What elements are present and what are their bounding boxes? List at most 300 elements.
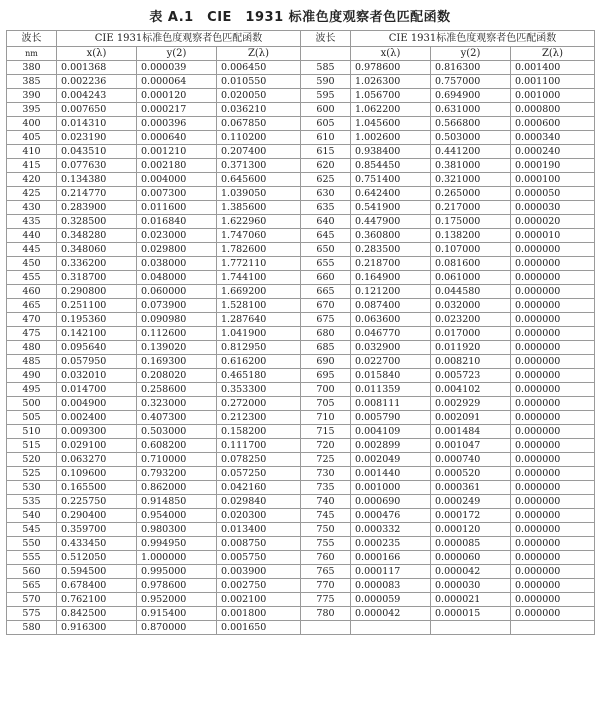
right-wavelength-cell: 665 [301,285,351,299]
right-wavelength-cell: 585 [301,61,351,75]
cmf-table [6,30,595,635]
right-y-value-cell: 0.001047 [431,439,511,453]
right-z-value-cell: 0.000000 [511,411,595,425]
right-y-value-cell: 0.503000 [431,131,511,145]
right-y-value-cell: 0.175000 [431,215,511,229]
right-x-value-cell: 0.000059 [351,593,431,607]
left-wavelength-cell: 420 [7,173,57,187]
right-x-value-cell: 1.002600 [351,131,431,145]
left-y-value-cell: 0.978600 [137,579,217,593]
right-z-value-cell: 0.000340 [511,131,595,145]
right-wavelength-cell: 655 [301,257,351,271]
right-wavelength-cell: 770 [301,579,351,593]
right-y-value-cell: 0.011920 [431,341,511,355]
right-wavelength-cell: 745 [301,509,351,523]
left-x-value-cell: 0.678400 [57,579,137,593]
left-wavelength-cell: 465 [7,299,57,313]
right-y-value-cell: 0.061000 [431,271,511,285]
left-x-value-cell: 0.328500 [57,215,137,229]
right-y-value-cell: 0.107000 [431,243,511,257]
right-x-value-cell: 0.000117 [351,565,431,579]
left-x-value-cell: 0.007650 [57,103,137,117]
right-x-value-cell [351,621,431,635]
left-wavelength-cell: 440 [7,229,57,243]
table-row [7,299,595,313]
right-x-value-cell: 0.004109 [351,425,431,439]
left-y-value-cell: 0.090980 [137,313,217,327]
left-z-value-cell: 0.029840 [217,495,301,509]
left-x-value-cell: 0.225750 [57,495,137,509]
right-z-value-cell: 0.000020 [511,215,595,229]
left-x-value-cell: 0.057950 [57,355,137,369]
left-z-value-cell: 0.006450 [217,61,301,75]
right-wavelength-cell: 590 [301,75,351,89]
right-x-value-cell: 0.642400 [351,187,431,201]
right-y-value-cell: 0.044580 [431,285,511,299]
header-row-2 [7,47,595,61]
left-wavelength-cell: 525 [7,467,57,481]
left-x-value-cell: 0.916300 [57,621,137,635]
left-wavelength-cell: 515 [7,439,57,453]
right-x-value-cell: 0.000332 [351,523,431,537]
left-wavelength-cell: 425 [7,187,57,201]
right-wavelength-cell: 700 [301,383,351,397]
right-x-value-cell: 0.541900 [351,201,431,215]
table-row [7,411,595,425]
right-z-value-cell: 0.000050 [511,187,595,201]
left-z-value-cell: 0.001800 [217,607,301,621]
wavelength-header-right: 波长 [301,31,351,47]
right-y-value-cell: 0.000361 [431,481,511,495]
left-z-value-cell: 0.212300 [217,411,301,425]
right-y-value-cell: 0.217000 [431,201,511,215]
right-z-value-cell: 0.000000 [511,537,595,551]
left-z-value-cell: 0.465180 [217,369,301,383]
left-wavelength-cell: 555 [7,551,57,565]
left-y-value-cell: 0.038000 [137,257,217,271]
right-z-value-cell: 0.000000 [511,243,595,257]
left-x-value-cell: 0.348280 [57,229,137,243]
left-x-value-cell: 0.290400 [57,509,137,523]
left-wavelength-cell: 485 [7,355,57,369]
right-wavelength-cell: 650 [301,243,351,257]
right-x-value-cell: 0.002899 [351,439,431,453]
left-z-value-cell: 0.158200 [217,425,301,439]
left-z-value-cell: 0.645600 [217,173,301,187]
left-y-value-cell: 0.002180 [137,159,217,173]
right-z-value-cell: 0.000000 [511,523,595,537]
left-z-value-cell: 1.744100 [217,271,301,285]
right-z-value-cell [511,621,595,635]
right-y-value-cell: 0.001484 [431,425,511,439]
left-wavelength-cell: 405 [7,131,57,145]
right-y-value-cell [431,621,511,635]
left-x-value-cell: 0.842500 [57,607,137,621]
left-x-value-cell: 0.004900 [57,397,137,411]
left-z-value-cell: 0.353300 [217,383,301,397]
left-y-value-cell: 0.000039 [137,61,217,75]
left-x-value-cell: 0.009300 [57,425,137,439]
table-row [7,383,595,397]
right-z-value-cell: 0.001100 [511,75,595,89]
table-row [7,439,595,453]
left-y-value-cell: 0.000064 [137,75,217,89]
right-x-value-cell: 0.121200 [351,285,431,299]
right-y-value-cell: 0.002929 [431,397,511,411]
right-x-value-cell: 1.026300 [351,75,431,89]
left-x-value-cell: 0.063270 [57,453,137,467]
right-y-value-cell: 0.321000 [431,173,511,187]
right-y-value-cell: 0.000085 [431,537,511,551]
right-z-value-cell: 0.000800 [511,103,595,117]
table-row [7,565,595,579]
right-y-value-cell: 0.000120 [431,523,511,537]
left-wavelength-cell: 460 [7,285,57,299]
left-z-value-cell: 0.042160 [217,481,301,495]
right-z-value-cell: 0.000190 [511,159,595,173]
left-y-value-cell: 0.048000 [137,271,217,285]
right-y-value-cell: 0.381000 [431,159,511,173]
right-x-value-cell: 0.022700 [351,355,431,369]
left-y-value-cell: 0.995000 [137,565,217,579]
left-x-value-cell: 0.214770 [57,187,137,201]
left-z-value-cell: 0.020050 [217,89,301,103]
right-x-value-cell: 0.011359 [351,383,431,397]
right-y-value-cell: 0.631000 [431,103,511,117]
left-y-value-cell: 0.980300 [137,523,217,537]
left-x-value-cell: 0.142100 [57,327,137,341]
left-z-value-cell: 0.110200 [217,131,301,145]
right-wavelength-cell: 640 [301,215,351,229]
left-wavelength-cell: 530 [7,481,57,495]
right-wavelength-cell: 610 [301,131,351,145]
left-y-value-cell: 0.710000 [137,453,217,467]
right-x-value-cell: 1.045600 [351,117,431,131]
left-z-value-cell: 0.272000 [217,397,301,411]
left-z-value-cell: 1.782600 [217,243,301,257]
right-wavelength-cell: 690 [301,355,351,369]
right-x-value-cell: 0.000083 [351,579,431,593]
right-y-value-cell: 0.566800 [431,117,511,131]
table-row [7,201,595,215]
left-z-value-cell: 0.078250 [217,453,301,467]
table-row [7,159,595,173]
right-wavelength-cell: 630 [301,187,351,201]
table-row [7,89,595,103]
right-z-value-cell: 0.000000 [511,271,595,285]
right-z-value-cell: 0.000000 [511,593,595,607]
right-wavelength-cell: 595 [301,89,351,103]
table-row [7,481,595,495]
left-x-value-cell: 0.348060 [57,243,137,257]
left-wavelength-cell: 470 [7,313,57,327]
left-x-value-cell: 0.001368 [57,61,137,75]
left-y-value-cell: 0.862000 [137,481,217,495]
right-y-value-cell: 0.032000 [431,299,511,313]
table-row [7,61,595,75]
left-wavelength-cell: 380 [7,61,57,75]
right-z-value-cell: 0.000000 [511,425,595,439]
left-wavelength-cell: 430 [7,201,57,215]
left-wavelength-cell: 560 [7,565,57,579]
table-row [7,131,595,145]
left-y-value-cell: 0.954000 [137,509,217,523]
left-y-value-cell: 0.004000 [137,173,217,187]
right-y-value-cell: 0.757000 [431,75,511,89]
left-x-value-cell: 0.290800 [57,285,137,299]
right-y-value-cell: 0.000060 [431,551,511,565]
table-row [7,579,595,593]
right-z-value-cell: 0.000000 [511,397,595,411]
left-x-value-cell: 0.336200 [57,257,137,271]
table-row [7,103,595,117]
unit-header-right [301,47,351,61]
right-wavelength-cell: 680 [301,327,351,341]
left-x-value-cell: 0.359700 [57,523,137,537]
left-x-value-cell: 0.029100 [57,439,137,453]
right-y-value-cell: 0.694900 [431,89,511,103]
right-z-value-cell: 0.000000 [511,383,595,397]
left-y-value-cell: 0.112600 [137,327,217,341]
left-wavelength-cell: 400 [7,117,57,131]
right-y-value-cell: 0.004102 [431,383,511,397]
group-header-right: CIE 1931标准色度观察者色匹配函数 [351,31,595,47]
right-z-value-cell: 0.000000 [511,481,595,495]
left-x-value-cell: 0.043510 [57,145,137,159]
right-wavelength-cell: 660 [301,271,351,285]
left-x-value-cell: 0.077630 [57,159,137,173]
y-header-left: y(2) [137,47,217,61]
left-z-value-cell: 1.041900 [217,327,301,341]
right-z-value-cell: 0.000000 [511,299,595,313]
left-y-value-cell: 0.952000 [137,593,217,607]
left-y-value-cell: 1.000000 [137,551,217,565]
table-row [7,621,595,635]
left-wavelength-cell: 520 [7,453,57,467]
right-z-value-cell: 0.000000 [511,579,595,593]
right-x-value-cell: 0.164900 [351,271,431,285]
left-y-value-cell: 0.139020 [137,341,217,355]
left-wavelength-cell: 565 [7,579,57,593]
right-z-value-cell: 0.000600 [511,117,595,131]
table-row [7,75,595,89]
right-x-value-cell: 0.001440 [351,467,431,481]
left-wavelength-cell: 495 [7,383,57,397]
right-y-value-cell: 0.138200 [431,229,511,243]
right-y-value-cell: 0.000021 [431,593,511,607]
right-z-value-cell: 0.001000 [511,89,595,103]
right-y-value-cell: 0.000172 [431,509,511,523]
left-z-value-cell: 0.111700 [217,439,301,453]
left-y-value-cell: 0.915400 [137,607,217,621]
left-y-value-cell: 0.023000 [137,229,217,243]
right-x-value-cell: 0.008111 [351,397,431,411]
group-header-left: CIE 1931标准色度观察者色匹配函数 [57,31,301,47]
right-y-value-cell: 0.000030 [431,579,511,593]
table-title: 表 A.1 CIE 1931 标准色度观察者色匹配函数 [149,10,451,25]
right-y-value-cell: 0.000042 [431,565,511,579]
left-wavelength-cell: 535 [7,495,57,509]
left-z-value-cell: 0.020300 [217,509,301,523]
left-y-value-cell: 0.208020 [137,369,217,383]
left-y-value-cell: 0.016840 [137,215,217,229]
right-y-value-cell: 0.008210 [431,355,511,369]
right-x-value-cell: 1.056700 [351,89,431,103]
unit-header-left: nm [7,47,57,61]
left-z-value-cell: 0.002750 [217,579,301,593]
right-y-value-cell: 0.023200 [431,313,511,327]
x-header-left: x(λ) [57,47,137,61]
left-y-value-cell: 0.060000 [137,285,217,299]
left-z-value-cell: 0.812950 [217,341,301,355]
table-row [7,229,595,243]
right-wavelength-cell [301,621,351,635]
table-row [7,341,595,355]
right-z-value-cell: 0.000000 [511,453,595,467]
left-y-value-cell: 0.994950 [137,537,217,551]
left-z-value-cell: 0.008750 [217,537,301,551]
left-wavelength-cell: 445 [7,243,57,257]
right-y-value-cell: 0.000520 [431,467,511,481]
right-z-value-cell: 0.000000 [511,285,595,299]
right-x-value-cell: 0.001000 [351,481,431,495]
right-z-value-cell: 0.000000 [511,327,595,341]
left-x-value-cell: 0.762100 [57,593,137,607]
left-z-value-cell: 1.287640 [217,313,301,327]
left-wavelength-cell: 570 [7,593,57,607]
right-y-value-cell: 0.265000 [431,187,511,201]
left-wavelength-cell: 395 [7,103,57,117]
table-row [7,593,595,607]
table-row [7,537,595,551]
right-wavelength-cell: 645 [301,229,351,243]
left-z-value-cell: 0.067850 [217,117,301,131]
table-row [7,607,595,621]
left-y-value-cell: 0.503000 [137,425,217,439]
right-z-value-cell: 0.000010 [511,229,595,243]
left-y-value-cell: 0.870000 [137,621,217,635]
left-x-value-cell: 0.251100 [57,299,137,313]
right-x-value-cell: 0.032900 [351,341,431,355]
table-row [7,425,595,439]
left-y-value-cell: 0.407300 [137,411,217,425]
right-x-value-cell: 0.000476 [351,509,431,523]
table-row [7,243,595,257]
right-y-value-cell: 0.017000 [431,327,511,341]
left-z-value-cell: 0.001650 [217,621,301,635]
z-header-right: Z(λ) [511,47,595,61]
left-wavelength-cell: 480 [7,341,57,355]
right-x-value-cell: 0.000235 [351,537,431,551]
right-x-value-cell: 0.002049 [351,453,431,467]
table-row [7,145,595,159]
left-y-value-cell: 0.001210 [137,145,217,159]
left-z-value-cell: 1.528100 [217,299,301,313]
right-wavelength-cell: 775 [301,593,351,607]
table-row [7,467,595,481]
right-x-value-cell: 0.854450 [351,159,431,173]
left-z-value-cell: 0.002100 [217,593,301,607]
right-wavelength-cell: 725 [301,453,351,467]
left-y-value-cell: 0.793200 [137,467,217,481]
left-x-value-cell: 0.195360 [57,313,137,327]
right-x-value-cell: 0.000690 [351,495,431,509]
right-y-value-cell: 0.816300 [431,61,511,75]
left-wavelength-cell: 490 [7,369,57,383]
right-z-value-cell: 0.000030 [511,201,595,215]
right-z-value-cell: 0.000000 [511,565,595,579]
left-z-value-cell: 1.385600 [217,201,301,215]
left-y-value-cell: 0.007300 [137,187,217,201]
right-z-value-cell: 0.000240 [511,145,595,159]
right-wavelength-cell: 705 [301,397,351,411]
table-row [7,397,595,411]
table-row [7,551,595,565]
right-z-value-cell: 0.000000 [511,551,595,565]
left-wavelength-cell: 450 [7,257,57,271]
left-y-value-cell: 0.608200 [137,439,217,453]
left-wavelength-cell: 540 [7,509,57,523]
table-row [7,313,595,327]
right-x-value-cell: 0.978600 [351,61,431,75]
right-x-value-cell: 0.087400 [351,299,431,313]
left-x-value-cell: 0.014700 [57,383,137,397]
left-x-value-cell: 0.109600 [57,467,137,481]
right-z-value-cell: 0.000000 [511,369,595,383]
left-x-value-cell: 0.004243 [57,89,137,103]
table-body [7,61,595,635]
right-x-value-cell: 0.000042 [351,607,431,621]
right-x-value-cell: 0.000166 [351,551,431,565]
left-z-value-cell: 1.669200 [217,285,301,299]
right-wavelength-cell: 740 [301,495,351,509]
table-row [7,327,595,341]
right-x-value-cell: 0.046770 [351,327,431,341]
header-row-1 [7,31,595,47]
right-z-value-cell: 0.000000 [511,257,595,271]
table-row [7,355,595,369]
right-wavelength-cell: 715 [301,425,351,439]
right-z-value-cell: 0.000000 [511,439,595,453]
z-header-left: Z(λ) [217,47,301,61]
y-header-right: y(2) [431,47,511,61]
left-wavelength-cell: 505 [7,411,57,425]
left-y-value-cell: 0.000640 [137,131,217,145]
table-row [7,453,595,467]
table-row [7,173,595,187]
left-z-value-cell: 0.371300 [217,159,301,173]
table-row [7,495,595,509]
left-wavelength-cell: 410 [7,145,57,159]
left-x-value-cell: 0.594500 [57,565,137,579]
left-z-value-cell: 1.622960 [217,215,301,229]
right-y-value-cell: 0.081600 [431,257,511,271]
left-z-value-cell: 0.057250 [217,467,301,481]
right-wavelength-cell: 600 [301,103,351,117]
right-wavelength-cell: 625 [301,173,351,187]
table-row [7,285,595,299]
left-z-value-cell: 0.616200 [217,355,301,369]
right-y-value-cell: 0.005723 [431,369,511,383]
right-z-value-cell: 0.000100 [511,173,595,187]
left-z-value-cell: 0.010550 [217,75,301,89]
right-wavelength-cell: 615 [301,145,351,159]
right-wavelength-cell: 780 [301,607,351,621]
right-z-value-cell: 0.001400 [511,61,595,75]
left-z-value-cell: 0.003900 [217,565,301,579]
right-y-value-cell: 0.002091 [431,411,511,425]
right-wavelength-cell: 605 [301,117,351,131]
